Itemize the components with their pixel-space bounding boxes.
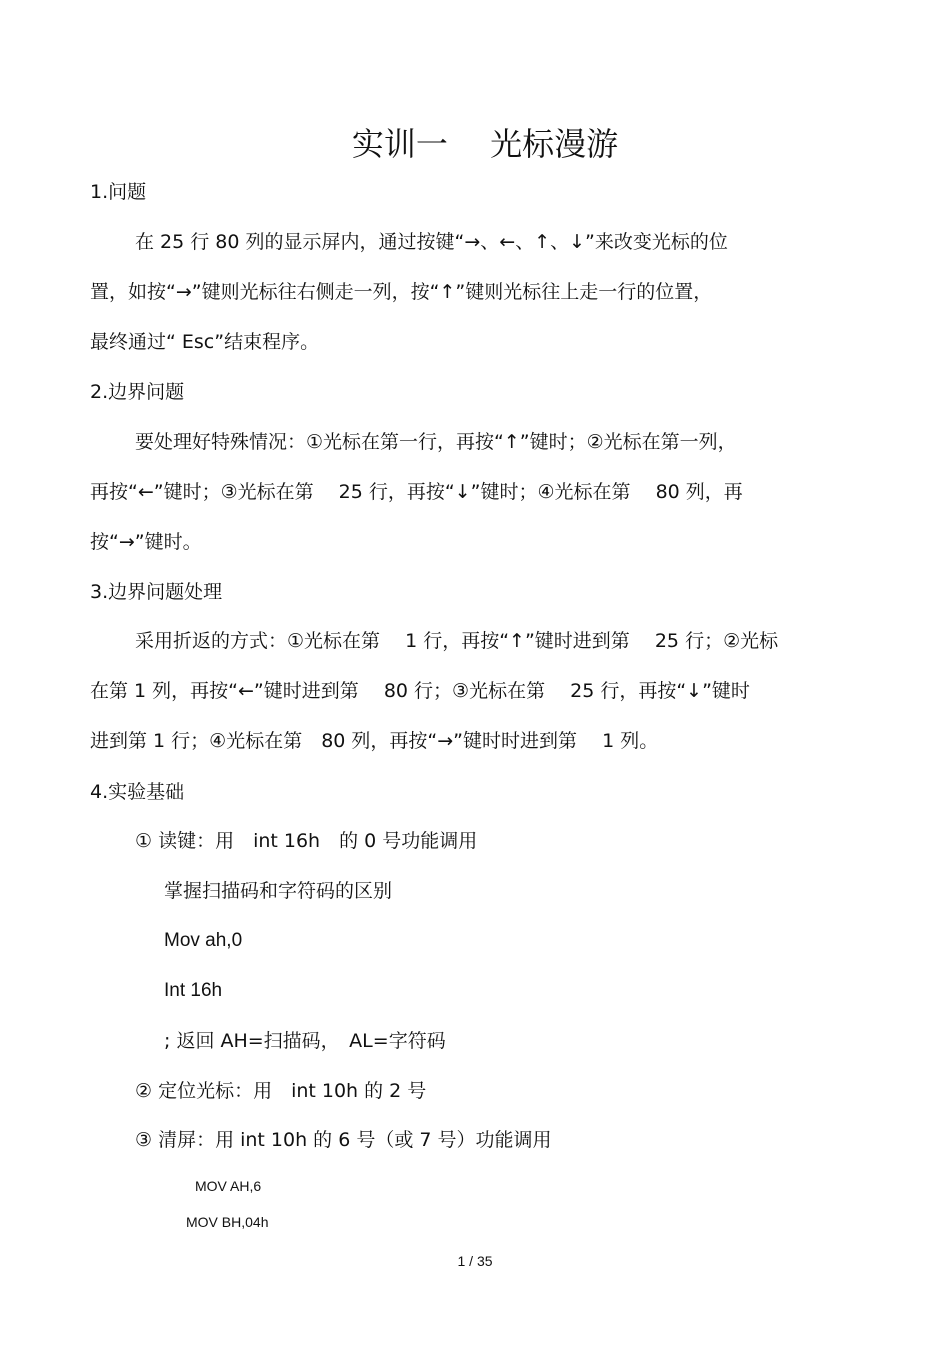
item-scan-code-note: 掌握扫描码和字符码的区别	[164, 880, 393, 902]
section-heading-1: 1.问题	[90, 181, 147, 203]
section-1-line-1: 在 25 行 80 列的显示屏内，通过按键“→、←、↑、↓”来改变光标的位	[135, 231, 728, 253]
section-heading-3: 3.边界问题处理	[90, 581, 223, 603]
item-read-key: ① 读键：用 int 16h 的 0 号功能调用	[135, 830, 478, 852]
code-int-16h: Int 16h	[164, 980, 223, 1001]
code-mov-ah: Mov ah,0	[164, 930, 243, 951]
section-2-line-3: 按“→”键时。	[90, 531, 202, 553]
section-2-line-2: 再按“←”键时；③光标在第 25 行，再按“↓”键时；④光标在第 80 列，再	[90, 481, 743, 503]
section-heading-2: 2.边界问题	[90, 381, 185, 403]
section-3-line-3: 进到第 1 行；④光标在第 80 列，再按“→”键时时进到第 1 列。	[90, 730, 659, 752]
code-mov-ah-6: MOV AH,6	[195, 1178, 262, 1194]
section-2-line-1: 要处理好特殊情况：①光标在第一行，再按“↑”键时；②光标在第一列，	[135, 431, 737, 453]
item-position-cursor: ② 定位光标：用 int 10h 的 2 号	[135, 1080, 427, 1102]
section-3-line-1: 采用折返的方式：①光标在第 1 行，再按“↑”键时进到第 25 行；②光标	[135, 630, 779, 652]
section-heading-4: 4.实验基础	[90, 781, 185, 803]
code-mov-bh-04h: MOV BH,04h	[186, 1214, 269, 1230]
code-comment-return: ; 返回 AH=扫描码， AL=字符码	[164, 1030, 446, 1052]
section-1-line-2: 置，如按“→”键则光标往右侧走一列，按“↑”键则光标往上走一行的位置，	[90, 281, 713, 303]
section-1-line-3: 最终通过“ Esc”结束程序。	[90, 331, 320, 353]
document-title: 实训一 光标漫游	[351, 125, 619, 163]
item-clear-screen: ③ 清屏：用 int 10h 的 6 号（或 7 号）功能调用	[135, 1129, 552, 1151]
page-number: 1 / 35	[457, 1253, 493, 1269]
section-3-line-2: 在第 1 列，再按“←”键时进到第 80 行；③光标在第 25 行，再按“↓”键时	[90, 680, 750, 702]
